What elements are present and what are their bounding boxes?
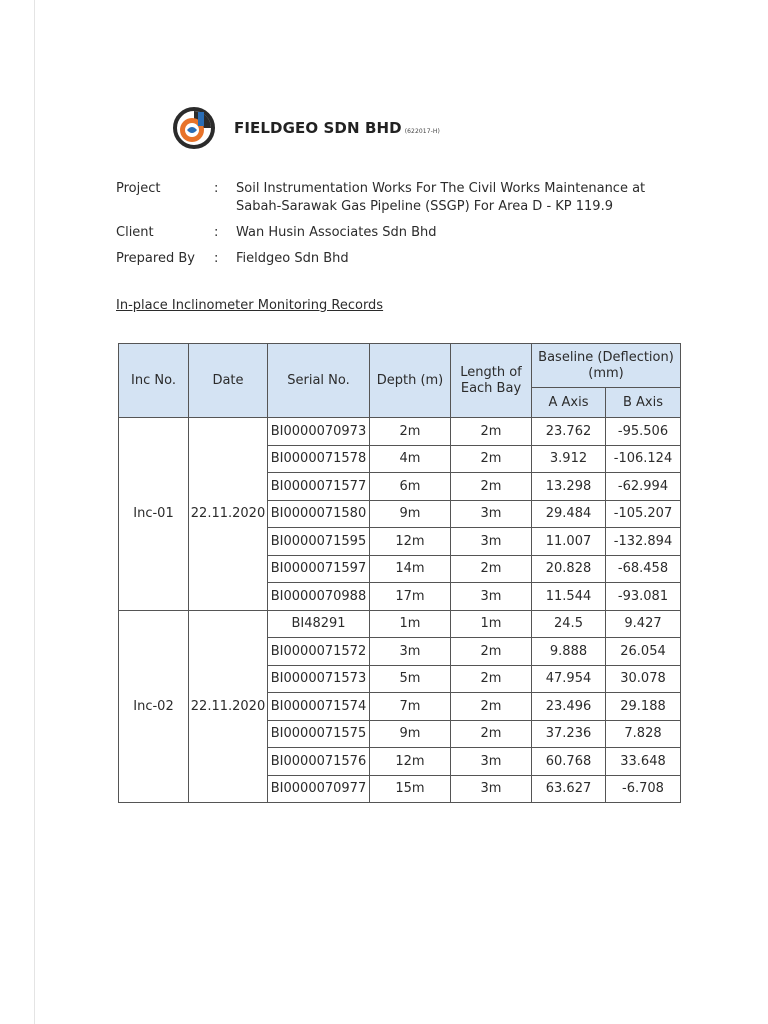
length-cell: 1m [451, 610, 532, 638]
b-axis-cell: -93.081 [606, 583, 681, 611]
b-axis-cell: -95.506 [606, 418, 681, 446]
serial-no-cell: BI0000071575 [268, 720, 370, 748]
info-row-client [116, 224, 676, 242]
info-value [236, 224, 676, 242]
depth-cell: 5m [370, 665, 451, 693]
section-title: In-place Inclinometer Monitoring Records [116, 298, 384, 313]
depth-cell: 15m [370, 775, 451, 803]
b-axis-cell: -6.708 [606, 775, 681, 803]
depth-cell: 12m [370, 748, 451, 776]
a-axis-cell: 23.762 [532, 418, 606, 446]
a-axis-cell: 37.236 [532, 720, 606, 748]
a-axis-cell: 11.544 [532, 583, 606, 611]
info-value-line: Fieldgeo Sdn Bhd [236, 251, 349, 266]
serial-no-cell: BI0000070973 [268, 418, 370, 446]
info-value-line: Soil Instrumentation Works For The Civil Works Maintenance at [236, 181, 646, 196]
depth-cell: 4m [370, 445, 451, 473]
length-cell: 3m [451, 748, 532, 776]
a-axis-cell: 9.888 [532, 638, 606, 666]
info-colon: : [214, 225, 219, 240]
company-name: FIELDGEO SDN BHD (622017-H) [234, 119, 440, 137]
length-cell: 2m [451, 720, 532, 748]
b-axis-cell: -68.458 [606, 555, 681, 583]
info-value-line: Wan Husin Associates Sdn Bhd [236, 225, 437, 240]
serial-no-cell: BI0000071574 [268, 693, 370, 721]
header-depth: Depth (m) [370, 344, 451, 418]
serial-no-cell: BI0000071578 [268, 445, 370, 473]
serial-no-cell: BI0000071595 [268, 528, 370, 556]
serial-no-cell: BI0000071580 [268, 500, 370, 528]
length-cell: 2m [451, 638, 532, 666]
serial-no-cell: BI0000070977 [268, 775, 370, 803]
scan-edge-line [34, 0, 35, 1024]
serial-no-cell: BI48291 [268, 610, 370, 638]
inclinometer-table [118, 343, 681, 803]
depth-cell: 14m [370, 555, 451, 583]
depth-cell: 9m [370, 720, 451, 748]
b-axis-cell: -62.994 [606, 473, 681, 501]
date-cell: 22.11.2020 [189, 610, 268, 803]
info-label: Prepared By [116, 251, 195, 266]
fieldgeo-logo-icon [172, 106, 216, 150]
info-value [236, 250, 676, 268]
b-axis-cell: 9.427 [606, 610, 681, 638]
b-axis-cell: 33.648 [606, 748, 681, 776]
b-axis-cell: 7.828 [606, 720, 681, 748]
depth-cell: 17m [370, 583, 451, 611]
depth-cell: 7m [370, 693, 451, 721]
length-cell: 2m [451, 473, 532, 501]
length-cell: 3m [451, 500, 532, 528]
a-axis-cell: 29.484 [532, 500, 606, 528]
length-cell: 2m [451, 555, 532, 583]
length-cell: 2m [451, 445, 532, 473]
b-axis-cell: -132.894 [606, 528, 681, 556]
depth-cell: 9m [370, 500, 451, 528]
b-axis-cell: -106.124 [606, 445, 681, 473]
a-axis-cell: 3.912 [532, 445, 606, 473]
serial-no-cell: BI0000071597 [268, 555, 370, 583]
header-length-of-each-bay: Length of Each Bay [451, 344, 532, 418]
date-cell: 22.11.2020 [189, 418, 268, 611]
info-label: Project [116, 181, 161, 196]
length-cell: 3m [451, 775, 532, 803]
depth-cell: 12m [370, 528, 451, 556]
info-row-prepared-by [116, 250, 676, 268]
a-axis-cell: 23.496 [532, 693, 606, 721]
table-row [119, 418, 681, 446]
table-body [119, 418, 681, 803]
table-row [119, 610, 681, 638]
inc-no-cell: Inc-02 [119, 610, 189, 803]
depth-cell: 6m [370, 473, 451, 501]
length-cell: 2m [451, 418, 532, 446]
header-inc-no: Inc No. [119, 344, 189, 418]
header-serial-no: Serial No. [268, 344, 370, 418]
b-axis-cell: -105.207 [606, 500, 681, 528]
b-axis-cell: 26.054 [606, 638, 681, 666]
project-info [116, 180, 676, 276]
depth-cell: 2m [370, 418, 451, 446]
company-registration: (622017-H) [404, 128, 440, 135]
a-axis-cell: 60.768 [532, 748, 606, 776]
letterhead [172, 104, 440, 152]
a-axis-cell: 20.828 [532, 555, 606, 583]
info-label: Client [116, 225, 154, 240]
info-value [236, 180, 676, 216]
header-baseline-deflection: Baseline (Deflection) (mm) [532, 344, 681, 388]
depth-cell: 1m [370, 610, 451, 638]
length-cell: 2m [451, 693, 532, 721]
length-cell: 2m [451, 665, 532, 693]
info-value-line: Sabah-Sarawak Gas Pipeline (SSGP) For Area D - KP 119.9 [236, 199, 613, 214]
serial-no-cell: BI0000071576 [268, 748, 370, 776]
header-a-axis: A Axis [532, 388, 606, 418]
info-row-project [116, 180, 676, 216]
info-colon: : [214, 181, 219, 196]
length-cell: 3m [451, 583, 532, 611]
serial-no-cell: BI0000071573 [268, 665, 370, 693]
header-date: Date [189, 344, 268, 418]
length-cell: 3m [451, 528, 532, 556]
a-axis-cell: 63.627 [532, 775, 606, 803]
a-axis-cell: 47.954 [532, 665, 606, 693]
serial-no-cell: BI0000070988 [268, 583, 370, 611]
serial-no-cell: BI0000071572 [268, 638, 370, 666]
b-axis-cell: 29.188 [606, 693, 681, 721]
a-axis-cell: 24.5 [532, 610, 606, 638]
serial-no-cell: BI0000071577 [268, 473, 370, 501]
inc-no-cell: Inc-01 [119, 418, 189, 611]
b-axis-cell: 30.078 [606, 665, 681, 693]
info-colon: : [214, 251, 219, 266]
a-axis-cell: 13.298 [532, 473, 606, 501]
a-axis-cell: 11.007 [532, 528, 606, 556]
table-header-row [119, 344, 681, 388]
header-b-axis: B Axis [606, 388, 681, 418]
depth-cell: 3m [370, 638, 451, 666]
